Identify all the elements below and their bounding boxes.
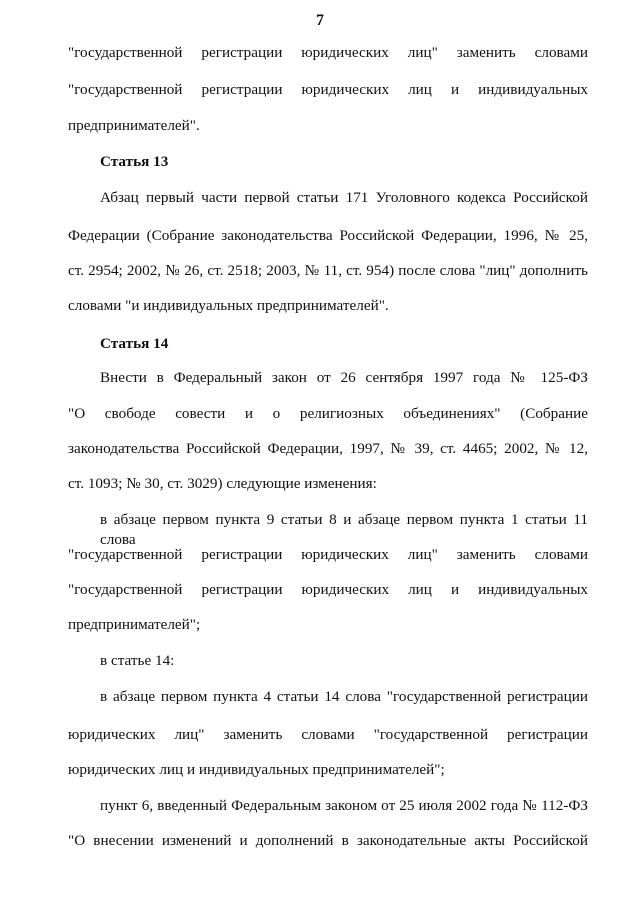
article-heading: Статья 14 <box>100 335 169 352</box>
text-line: ст. 1093; № 30, ст. 3029) следующие изменения: <box>68 475 377 492</box>
page-number: 7 <box>316 12 324 29</box>
text-line: пункт 6, введенный Федеральным законом от 25 июля 2002 года № 112-ФЗ <box>100 797 588 814</box>
text-line: юридических лиц и индивидуальных предпринимателей"; <box>68 761 445 778</box>
text-line: предпринимателей"; <box>68 616 201 633</box>
text-line: "О свободе совести и о религиозных объединениях" (Собрание <box>68 405 588 422</box>
text-line: Федерации (Собрание законодательства Российской Федерации, 1996, № 25, <box>68 227 588 244</box>
text-line: "государственной регистрации юридических лиц и индивидуальных <box>68 81 588 98</box>
text-line: юридических лиц" заменить словами "государственной регистрации <box>68 726 588 743</box>
text-line: "О внесении изменений и дополнений в законодательные акты Российской <box>68 832 588 849</box>
text-line: Абзац первый части первой статьи 171 Уголовного кодекса Российской <box>100 189 588 206</box>
text-line: в абзаце первом пункта 9 статьи 8 и абзаце первом пункта 1 статьи 11 слова <box>100 511 588 548</box>
text-line: Внести в Федеральный закон от 26 сентября 1997 года № 125-ФЗ <box>100 369 588 386</box>
text-line: законодательства Российской Федерации, 1997, № 39, ст. 4465; 2002, № 12, <box>68 440 588 457</box>
text-line: "государственной регистрации юридических лиц" заменить словами <box>68 44 588 61</box>
text-line: "государственной регистрации юридических лиц и индивидуальных <box>68 581 588 598</box>
article-heading: Статья 13 <box>100 153 169 170</box>
text-line: в абзаце первом пункта 4 статьи 14 слова "государственной регистрации <box>100 688 588 705</box>
text-line: "государственной регистрации юридических лиц" заменить словами <box>68 546 588 563</box>
text-line: в статье 14: <box>100 652 175 669</box>
text-line: словами "и индивидуальных предпринимателей". <box>68 297 389 314</box>
text-line: предпринимателей". <box>68 117 200 134</box>
text-line: ст. 2954; 2002, № 26, ст. 2518; 2003, № 11, ст. 954) после слова "лиц" дополнить <box>68 262 588 279</box>
